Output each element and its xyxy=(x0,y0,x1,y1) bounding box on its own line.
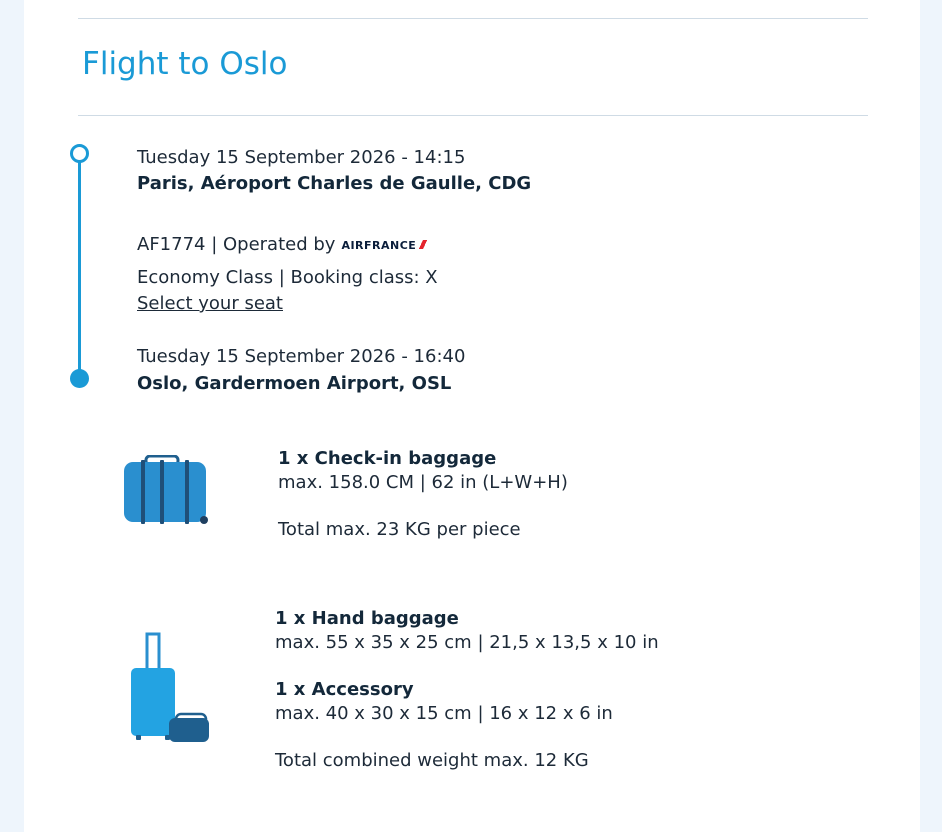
flight-number-operated: AF1774 | Operated by xyxy=(137,234,336,255)
checkin-baggage-title: 1 x Check-in baggage xyxy=(278,448,497,469)
flight-operator xyxy=(137,233,428,257)
hand-baggage-dimensions: max. 55 x 35 x 25 cm | 21,5 x 13,5 x 10 in xyxy=(275,632,659,653)
timeline-line xyxy=(78,162,81,376)
checkin-suitcase-icon xyxy=(122,455,210,527)
cabin-info: Economy Class | Booking class: X xyxy=(137,267,438,288)
arrival-dot-icon xyxy=(70,369,89,388)
cabin-luggage-icon xyxy=(129,630,211,744)
select-seat-link[interactable]: Select your seat xyxy=(137,293,283,314)
hand-baggage-weight: Total combined weight max. 12 KG xyxy=(275,750,589,771)
title-divider xyxy=(78,115,868,116)
top-divider xyxy=(78,18,868,19)
checkin-baggage-dimensions: max. 158.0 CM | 62 in (L+W+H) xyxy=(278,472,568,493)
hand-baggage-title: 1 x Hand baggage xyxy=(275,608,459,629)
checkin-baggage-weight: Total max. 23 KG per piece xyxy=(278,519,521,540)
airfrance-stripe-icon xyxy=(418,240,428,249)
departure-location: Paris, Aéroport Charles de Gaulle, CDG xyxy=(137,173,532,194)
airfrance-logo: AIRFRANCE xyxy=(341,233,428,257)
arrival-datetime: Tuesday 15 September 2026 - 16:40 xyxy=(137,346,466,367)
flight-details-card xyxy=(24,0,920,832)
accessory-title: 1 x Accessory xyxy=(275,679,414,700)
departure-datetime: Tuesday 15 September 2026 - 14:15 xyxy=(137,147,466,168)
arrival-location: Oslo, Gardermoen Airport, OSL xyxy=(137,373,452,394)
page-title: Flight to Oslo xyxy=(82,46,288,82)
departure-dot-icon xyxy=(70,144,89,163)
accessory-dimensions: max. 40 x 30 x 15 cm | 16 x 12 x 6 in xyxy=(275,703,613,724)
